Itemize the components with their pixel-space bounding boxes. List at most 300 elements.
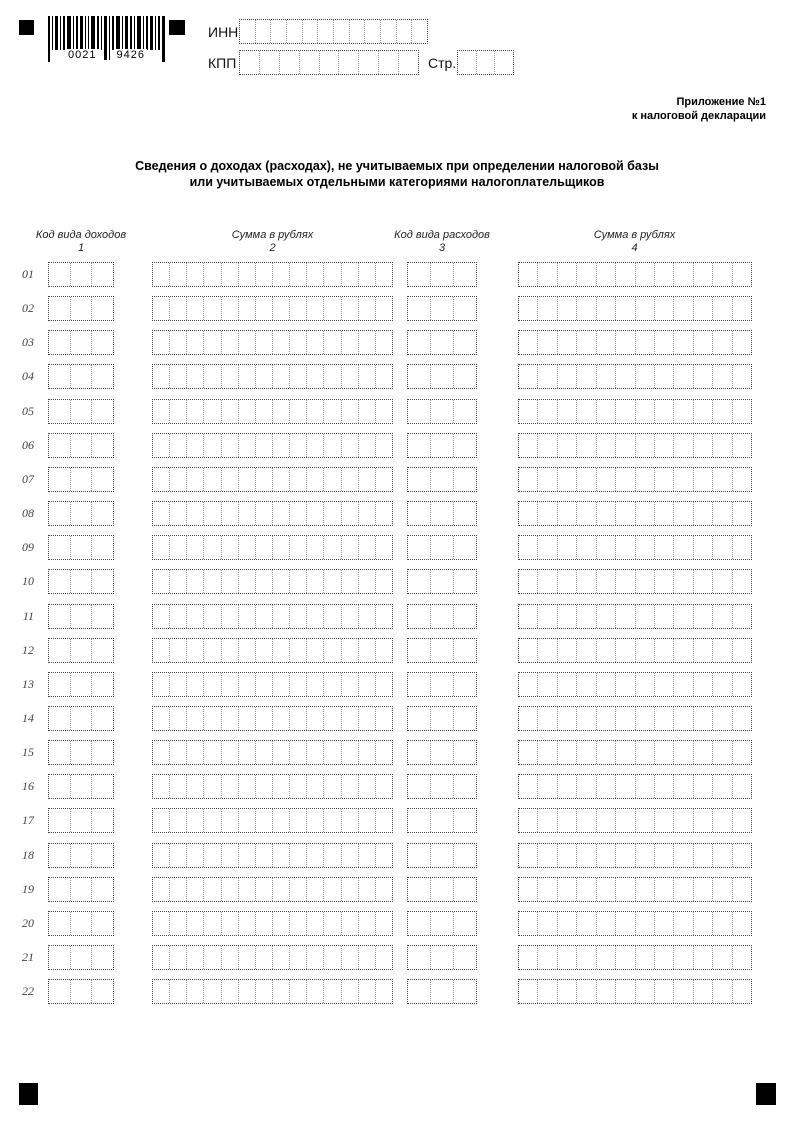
char-cell xyxy=(712,365,731,388)
char-cell xyxy=(519,878,537,901)
char-cell xyxy=(338,51,358,74)
char-cell xyxy=(673,673,692,696)
char-cell xyxy=(306,775,323,798)
char-cell xyxy=(70,673,92,696)
income-code-input-row-16[interactable] xyxy=(48,774,114,799)
expense-code-input-row-11[interactable] xyxy=(407,604,477,629)
income-sum-input-row-13[interactable] xyxy=(152,672,393,697)
char-cell xyxy=(615,707,634,730)
income-code-input-row-07[interactable] xyxy=(48,467,114,492)
char-cell xyxy=(306,605,323,628)
income-code-input-row-12[interactable] xyxy=(48,638,114,663)
page-number-input[interactable] xyxy=(457,50,514,75)
expense-code-input-row-17[interactable] xyxy=(407,808,477,833)
expense-code-input-row-08[interactable] xyxy=(407,501,477,526)
char-cell xyxy=(732,707,751,730)
char-cell xyxy=(272,809,289,832)
row-number-19: 19 xyxy=(22,882,34,896)
char-cell xyxy=(654,809,673,832)
char-cell xyxy=(169,775,186,798)
income-code-input-row-21[interactable] xyxy=(48,945,114,970)
expense-code-input-row-04[interactable] xyxy=(407,364,477,389)
char-cell xyxy=(186,673,203,696)
char-cell xyxy=(576,365,595,388)
income-sum-input-row-18[interactable] xyxy=(152,843,393,868)
char-cell xyxy=(557,878,576,901)
char-cell xyxy=(221,605,238,628)
income-sum-input-row-02[interactable] xyxy=(152,296,393,321)
char-cell xyxy=(272,297,289,320)
income-code-input-row-22[interactable] xyxy=(48,979,114,1004)
char-cell xyxy=(430,878,453,901)
inn-input[interactable] xyxy=(239,19,428,44)
income-code-input-row-10[interactable] xyxy=(48,569,114,594)
char-cell xyxy=(153,263,169,286)
income-sum-input-row-03[interactable] xyxy=(152,330,393,355)
char-cell xyxy=(453,331,476,354)
char-cell xyxy=(306,536,323,559)
char-cell xyxy=(323,980,340,1003)
char-cell xyxy=(289,775,306,798)
char-cell xyxy=(255,741,272,764)
income-code-input-row-03[interactable] xyxy=(48,330,114,355)
char-cell xyxy=(255,570,272,593)
char-cell xyxy=(272,912,289,935)
char-cell xyxy=(203,605,220,628)
char-cell xyxy=(453,365,476,388)
char-cell xyxy=(453,809,476,832)
char-cell xyxy=(186,878,203,901)
char-cell xyxy=(458,51,476,74)
char-cell xyxy=(712,297,731,320)
income-sum-input-row-08[interactable] xyxy=(152,501,393,526)
char-cell xyxy=(186,536,203,559)
char-cell xyxy=(221,809,238,832)
char-cell xyxy=(169,946,186,969)
char-cell xyxy=(375,570,392,593)
income-sum-input-row-07[interactable] xyxy=(152,467,393,492)
char-cell xyxy=(375,605,392,628)
registration-mark-top-second xyxy=(169,20,185,35)
char-cell xyxy=(557,468,576,491)
char-cell xyxy=(91,331,113,354)
expense-sum-input-row-11[interactable] xyxy=(518,604,752,629)
expense-code-input-row-12[interactable] xyxy=(407,638,477,663)
row-number-07: 07 xyxy=(22,472,34,486)
char-cell xyxy=(537,980,556,1003)
char-cell xyxy=(49,331,70,354)
char-cell xyxy=(430,502,453,525)
income-code-input-row-09[interactable] xyxy=(48,535,114,560)
char-cell xyxy=(635,844,654,867)
expense-sum-input-row-04[interactable] xyxy=(518,364,752,389)
char-cell xyxy=(453,775,476,798)
char-cell xyxy=(635,365,654,388)
registration-mark-top-left xyxy=(19,20,34,35)
expense-code-input-row-13[interactable] xyxy=(407,672,477,697)
char-cell xyxy=(375,844,392,867)
char-cell xyxy=(519,673,537,696)
char-cell xyxy=(91,434,113,457)
char-cell xyxy=(238,468,255,491)
char-cell xyxy=(596,707,615,730)
char-cell xyxy=(654,912,673,935)
char-cell xyxy=(576,639,595,662)
char-cell xyxy=(408,809,430,832)
expense-sum-input-row-03[interactable] xyxy=(518,330,752,355)
expense-sum-input-row-12[interactable] xyxy=(518,638,752,663)
kpp-input[interactable] xyxy=(239,50,419,75)
expense-code-input-row-19[interactable] xyxy=(407,877,477,902)
char-cell xyxy=(654,741,673,764)
inn-label: ИНН xyxy=(208,24,239,40)
char-cell xyxy=(255,639,272,662)
char-cell xyxy=(289,331,306,354)
char-cell xyxy=(153,365,169,388)
char-cell xyxy=(519,809,537,832)
expense-code-input-row-01[interactable] xyxy=(407,262,477,287)
char-cell xyxy=(255,912,272,935)
expense-sum-input-row-02[interactable] xyxy=(518,296,752,321)
char-cell xyxy=(238,809,255,832)
char-cell xyxy=(673,707,692,730)
char-cell xyxy=(430,809,453,832)
char-cell xyxy=(358,331,375,354)
expense-code-input-row-02[interactable] xyxy=(407,296,477,321)
expense-sum-input-row-05[interactable] xyxy=(518,399,752,424)
registration-mark-bottom-right xyxy=(756,1083,776,1105)
char-cell xyxy=(732,570,751,593)
char-cell xyxy=(693,912,712,935)
income-code-input-row-19[interactable] xyxy=(48,877,114,902)
char-cell xyxy=(732,775,751,798)
form-title-line-1: Сведения о доходах (расходах), не учитываемых при определении налоговой базы xyxy=(135,159,659,173)
char-cell xyxy=(654,365,673,388)
char-cell xyxy=(323,707,340,730)
expense-sum-input-row-16[interactable] xyxy=(518,774,752,799)
char-cell xyxy=(289,297,306,320)
income-code-input-row-14[interactable] xyxy=(48,706,114,731)
char-cell xyxy=(169,536,186,559)
char-cell xyxy=(238,570,255,593)
char-cell xyxy=(519,365,537,388)
char-cell xyxy=(635,502,654,525)
income-sum-input-row-17[interactable] xyxy=(152,808,393,833)
expense-code-input-row-10[interactable] xyxy=(407,569,477,594)
char-cell xyxy=(153,741,169,764)
income-sum-input-row-19[interactable] xyxy=(152,877,393,902)
char-cell xyxy=(255,400,272,423)
appendix-line-1: Приложение №1 xyxy=(676,96,766,108)
income-code-input-row-13[interactable] xyxy=(48,672,114,697)
income-sum-input-row-12[interactable] xyxy=(152,638,393,663)
income-sum-input-row-04[interactable] xyxy=(152,364,393,389)
char-cell xyxy=(169,639,186,662)
income-code-input-row-06[interactable] xyxy=(48,433,114,458)
char-cell xyxy=(255,536,272,559)
char-cell xyxy=(430,263,453,286)
char-cell xyxy=(712,775,731,798)
char-cell xyxy=(693,775,712,798)
char-cell xyxy=(358,980,375,1003)
char-cell xyxy=(693,639,712,662)
char-cell xyxy=(396,20,412,43)
char-cell xyxy=(453,434,476,457)
char-cell xyxy=(323,434,340,457)
expense-code-input-row-15[interactable] xyxy=(407,740,477,765)
char-cell xyxy=(358,297,375,320)
char-cell xyxy=(654,980,673,1003)
income-code-input-row-11[interactable] xyxy=(48,604,114,629)
char-cell xyxy=(153,297,169,320)
income-sum-input-row-11[interactable] xyxy=(152,604,393,629)
expense-sum-input-row-06[interactable] xyxy=(518,433,752,458)
expense-code-input-row-16[interactable] xyxy=(407,774,477,799)
expense-code-input-row-05[interactable] xyxy=(407,399,477,424)
char-cell xyxy=(91,365,113,388)
char-cell xyxy=(430,605,453,628)
char-cell xyxy=(693,400,712,423)
char-cell xyxy=(673,365,692,388)
char-cell xyxy=(537,468,556,491)
page-number-label: Стр. xyxy=(428,55,457,71)
char-cell xyxy=(635,741,654,764)
expense-sum-input-row-14[interactable] xyxy=(518,706,752,731)
char-cell xyxy=(91,639,113,662)
char-cell xyxy=(341,570,358,593)
char-cell xyxy=(519,946,537,969)
expense-code-input-row-21[interactable] xyxy=(407,945,477,970)
char-cell xyxy=(169,331,186,354)
income-sum-input-row-22[interactable] xyxy=(152,979,393,1004)
char-cell xyxy=(693,673,712,696)
expense-sum-input-row-21[interactable] xyxy=(518,945,752,970)
char-cell xyxy=(153,980,169,1003)
char-cell xyxy=(203,502,220,525)
expense-sum-input-row-15[interactable] xyxy=(518,740,752,765)
char-cell xyxy=(203,365,220,388)
char-cell xyxy=(537,263,556,286)
char-cell xyxy=(453,673,476,696)
char-cell xyxy=(203,775,220,798)
expense-code-input-row-20[interactable] xyxy=(407,911,477,936)
char-cell xyxy=(408,741,430,764)
char-cell xyxy=(693,844,712,867)
char-cell xyxy=(635,912,654,935)
char-cell xyxy=(203,331,220,354)
char-cell xyxy=(732,434,751,457)
income-sum-input-row-01[interactable] xyxy=(152,262,393,287)
char-cell xyxy=(70,297,92,320)
char-cell xyxy=(238,707,255,730)
expense-code-input-row-03[interactable] xyxy=(407,330,477,355)
char-cell xyxy=(576,400,595,423)
expense-sum-input-row-19[interactable] xyxy=(518,877,752,902)
char-cell xyxy=(255,20,271,43)
char-cell xyxy=(576,263,595,286)
char-cell xyxy=(537,502,556,525)
char-cell xyxy=(375,775,392,798)
char-cell xyxy=(557,502,576,525)
income-code-input-row-17[interactable] xyxy=(48,808,114,833)
char-cell xyxy=(673,809,692,832)
char-cell xyxy=(203,536,220,559)
expense-code-input-row-14[interactable] xyxy=(407,706,477,731)
income-code-input-row-15[interactable] xyxy=(48,740,114,765)
char-cell xyxy=(341,707,358,730)
char-cell xyxy=(430,468,453,491)
expense-code-input-row-07[interactable] xyxy=(407,467,477,492)
expense-sum-input-row-20[interactable] xyxy=(518,911,752,936)
expense-sum-input-row-17[interactable] xyxy=(518,808,752,833)
expense-sum-input-row-18[interactable] xyxy=(518,843,752,868)
char-cell xyxy=(476,51,495,74)
char-cell xyxy=(272,434,289,457)
expense-sum-input-row-22[interactable] xyxy=(518,979,752,1004)
income-sum-input-row-14[interactable] xyxy=(152,706,393,731)
char-cell xyxy=(408,297,430,320)
char-cell xyxy=(654,434,673,457)
char-cell xyxy=(272,331,289,354)
char-cell xyxy=(673,912,692,935)
char-cell xyxy=(203,673,220,696)
char-cell xyxy=(259,51,279,74)
char-cell xyxy=(408,331,430,354)
char-cell xyxy=(453,741,476,764)
expense-sum-input-row-07[interactable] xyxy=(518,467,752,492)
char-cell xyxy=(453,844,476,867)
char-cell xyxy=(673,878,692,901)
char-cell xyxy=(693,980,712,1003)
char-cell xyxy=(70,912,92,935)
row-number-14: 14 xyxy=(22,711,34,725)
char-cell xyxy=(712,980,731,1003)
income-sum-input-row-06[interactable] xyxy=(152,433,393,458)
char-cell xyxy=(654,263,673,286)
income-code-input-row-18[interactable] xyxy=(48,843,114,868)
char-cell xyxy=(557,297,576,320)
char-cell xyxy=(272,605,289,628)
expense-sum-input-row-01[interactable] xyxy=(518,262,752,287)
char-cell xyxy=(221,570,238,593)
char-cell xyxy=(596,570,615,593)
char-cell xyxy=(557,946,576,969)
char-cell xyxy=(255,605,272,628)
char-cell xyxy=(49,878,70,901)
char-cell xyxy=(238,502,255,525)
char-cell xyxy=(537,331,556,354)
char-cell xyxy=(537,365,556,388)
char-cell xyxy=(596,434,615,457)
char-cell xyxy=(358,468,375,491)
char-cell xyxy=(358,673,375,696)
income-sum-input-row-15[interactable] xyxy=(152,740,393,765)
expense-sum-input-row-13[interactable] xyxy=(518,672,752,697)
row-number-04: 04 xyxy=(22,369,34,383)
char-cell xyxy=(430,844,453,867)
char-cell xyxy=(557,400,576,423)
form-barcode xyxy=(48,16,165,66)
income-code-input-row-05[interactable] xyxy=(48,399,114,424)
char-cell xyxy=(557,980,576,1003)
char-cell xyxy=(221,673,238,696)
char-cell xyxy=(272,980,289,1003)
char-cell xyxy=(169,980,186,1003)
char-cell xyxy=(186,263,203,286)
char-cell xyxy=(91,878,113,901)
char-cell xyxy=(91,502,113,525)
char-cell xyxy=(693,502,712,525)
char-cell xyxy=(306,263,323,286)
char-cell xyxy=(615,741,634,764)
expense-code-input-row-06[interactable] xyxy=(407,433,477,458)
income-sum-input-row-20[interactable] xyxy=(152,911,393,936)
char-cell xyxy=(430,741,453,764)
char-cell xyxy=(49,502,70,525)
expense-code-input-row-18[interactable] xyxy=(407,843,477,868)
income-sum-input-row-05[interactable] xyxy=(152,399,393,424)
char-cell xyxy=(238,400,255,423)
char-cell xyxy=(375,297,392,320)
expense-sum-input-row-08[interactable] xyxy=(518,501,752,526)
char-cell xyxy=(306,844,323,867)
char-cell xyxy=(732,639,751,662)
income-sum-input-row-21[interactable] xyxy=(152,945,393,970)
column-header-income-code xyxy=(18,229,144,254)
char-cell xyxy=(186,809,203,832)
char-cell xyxy=(358,536,375,559)
char-cell xyxy=(323,263,340,286)
income-sum-input-row-10[interactable] xyxy=(152,569,393,594)
char-cell xyxy=(91,263,113,286)
char-cell xyxy=(153,605,169,628)
char-cell xyxy=(596,878,615,901)
char-cell xyxy=(323,639,340,662)
char-cell xyxy=(238,673,255,696)
char-cell xyxy=(732,741,751,764)
char-cell xyxy=(537,297,556,320)
char-cell xyxy=(430,775,453,798)
char-cell xyxy=(654,605,673,628)
char-cell xyxy=(408,639,430,662)
char-cell xyxy=(341,365,358,388)
expense-code-input-row-22[interactable] xyxy=(407,979,477,1004)
char-cell xyxy=(519,263,537,286)
char-cell xyxy=(186,570,203,593)
char-cell xyxy=(712,673,731,696)
income-code-input-row-04[interactable] xyxy=(48,364,114,389)
income-code-input-row-20[interactable] xyxy=(48,911,114,936)
expense-sum-input-row-09[interactable] xyxy=(518,535,752,560)
char-cell xyxy=(153,878,169,901)
char-cell xyxy=(49,673,70,696)
income-sum-input-row-09[interactable] xyxy=(152,535,393,560)
expense-code-input-row-09[interactable] xyxy=(407,535,477,560)
char-cell xyxy=(596,400,615,423)
char-cell xyxy=(615,331,634,354)
expense-sum-input-row-10[interactable] xyxy=(518,569,752,594)
char-cell xyxy=(408,365,430,388)
income-sum-input-row-16[interactable] xyxy=(152,774,393,799)
char-cell xyxy=(712,946,731,969)
char-cell xyxy=(49,605,70,628)
char-cell xyxy=(375,878,392,901)
char-cell xyxy=(375,946,392,969)
income-code-input-row-08[interactable] xyxy=(48,501,114,526)
income-code-input-row-02[interactable] xyxy=(48,296,114,321)
income-code-input-row-01[interactable] xyxy=(48,262,114,287)
char-cell xyxy=(453,468,476,491)
